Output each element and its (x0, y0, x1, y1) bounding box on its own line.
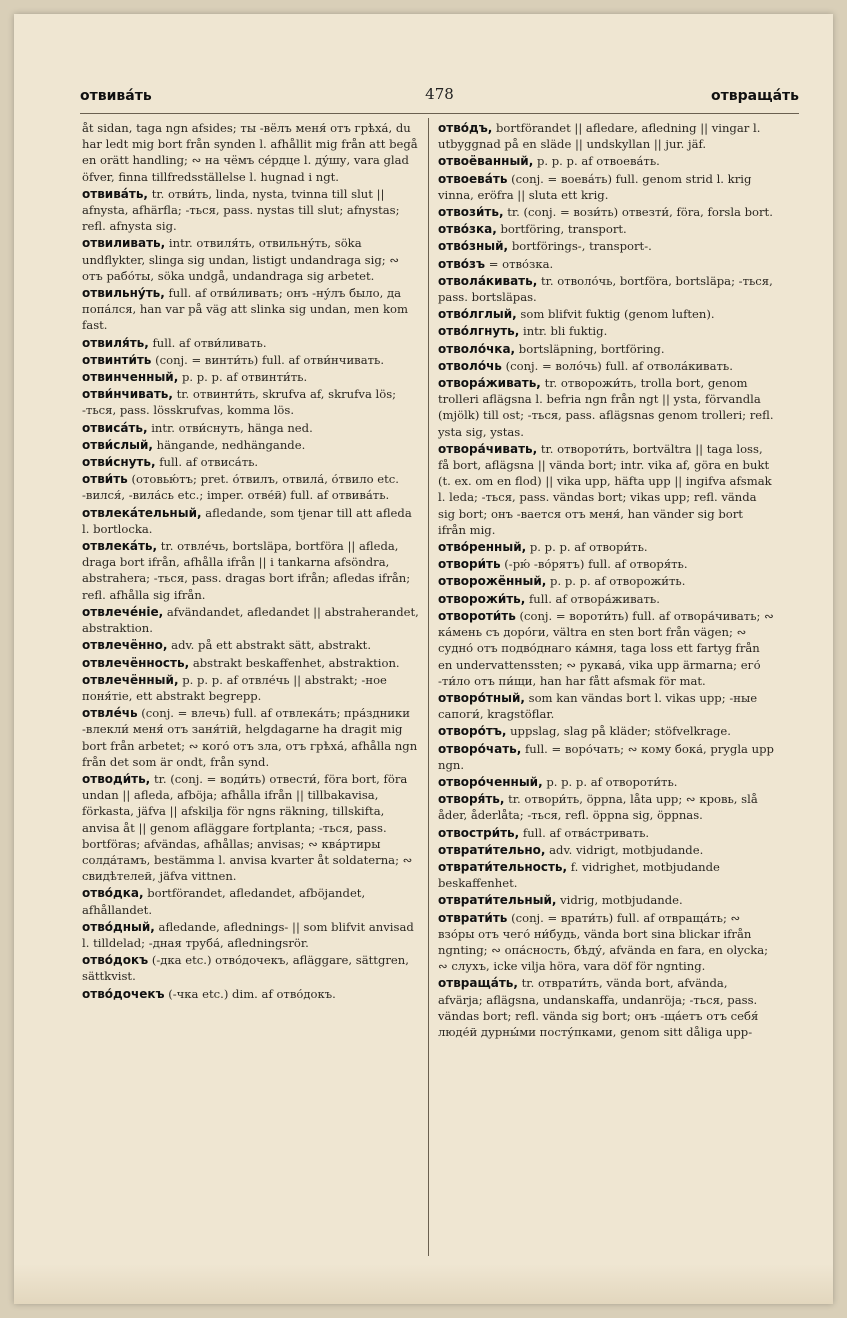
entry-definition: bortförings-, transport-. (511, 239, 652, 254)
entry-headword: отво́дъ, (438, 121, 493, 135)
entry-definition: tr. отвороти́ть, bortvältra || taga loss, få bort, aflägsna || vända bort; intr. vika af, göra en bukt (t. ex. om en flod) || vika upp, häfta upp || ingifva afsmak l. leda; -ться, pass. vändas bort; vikas upp; refl. vända sig bort; онъ -вается отъ меня́, han vänder sig bort ifrån mig. (438, 441, 772, 537)
entry-definition: full. af отвора́живать. (529, 591, 660, 606)
dictionary-entry (82, 437, 420, 453)
page-number: 478 (425, 85, 454, 103)
dictionary-entry (82, 637, 420, 653)
entry-definition: uppslag, slag på kläder; stöfvelkrage. (510, 724, 731, 739)
dictionary-entry (438, 306, 774, 322)
entry-headword: отво́лглый, (438, 307, 517, 322)
entry-definition: (conj. = врати́ть) full. af отвращáть; ∾ взо́ры отъ чего́ ни́будь, vända bort sina blickar ifrån ngnting; ∾ опа́сность, бѣду́, afvända en fara, en olycka; ∾ слухъ, icke vilja höra, vara döf för ngnting. (438, 910, 769, 974)
entry-definition: vidrig, motbjudande. (560, 893, 683, 908)
entry-definition: p. p. p. af отвоевáть. (536, 154, 660, 169)
entry-headword: отвивáть, (82, 186, 148, 201)
entry-headword: отвращáть, (438, 976, 518, 991)
entry-definition: (-рю́ -во́рятъ) full. af отворя́ть. (504, 557, 688, 572)
entry-definition: intr. bli fuktig. (523, 324, 608, 339)
entry-definition: tr. отврати́ть, vända bort, afvända, afvärja; aflägsna, undanskaffa, undanröja; -ться, pass. vändas bort; refl. vända sig bort; онъ -щáетъ отъ себя́ люде́й дурны́ми посту́пками, genom sitt dåliga upp- (438, 976, 759, 1039)
dictionary-entry (82, 672, 420, 704)
entry-definition: full. = воро́чать; ∾ кому бока́, prygla upp ngn. (438, 741, 774, 772)
dictionary-entry (82, 285, 420, 334)
dictionary-entry (82, 655, 420, 671)
entry-headword: отволо́чка, (438, 341, 516, 356)
entry-headword: отворо́тъ, (438, 724, 507, 739)
entry-definition: tr. отворожи́ть, trolla bort, genom trolleri aflägsna l. befria ngn från ngt || ysta, förvandla (mjölk) till ost; -ться, pass. aflägsnas genom trolleri; refl. ysta sig, ystas. (438, 376, 774, 439)
entry-headword: отвиля́ть, (82, 335, 149, 350)
dictionary-entry (438, 120, 774, 152)
page-header (80, 82, 799, 112)
dictionary-entry (82, 454, 420, 470)
dictionary-entry (438, 842, 774, 858)
entry-definition: (conj. = влечь) full. af отвлекáть; пра́здники -влекли́ меня́ отъ заня́тій, helgdagarne ha dragit mig bort från arbetet; ∾ кого́ отъ зла, отъ грѣха́, afhålla ngn från det som är ondt, från synd. (82, 706, 418, 769)
dictionary-entry (438, 204, 774, 220)
dictionary-entry (438, 573, 774, 589)
entry-definition: = отво́зка. (488, 256, 554, 271)
dictionary-entry (438, 892, 774, 908)
entry-definition: p. p. p. af отвороти́ть. (546, 774, 678, 789)
entry-headword: отво́зка, (438, 222, 497, 237)
dictionary-entry (82, 771, 420, 884)
dictionary-entry (82, 538, 420, 603)
entry-definition: tr. отви́ть, linda, nysta, tvinna till slut || afnysta, afhärfla; -ться, pass. nystas till slut; afnystas; refl. afnysta sig. (82, 186, 400, 234)
entry-definition: adv. vidrigt, motbjudande. (549, 842, 704, 857)
dictionary-entry (438, 341, 774, 357)
entry-headword: отви́нчивать, (82, 387, 173, 402)
entry-definition: (-чка etc.) dim. af отво́докъ. (168, 986, 336, 1001)
dictionary-entry (82, 186, 420, 235)
entry-definition: (conj. = винти́ть) full. af отви́нчивать. (155, 352, 385, 367)
dictionary-entry (438, 171, 774, 203)
dictionary-entry (438, 690, 774, 722)
entry-definition: tr. (conj. = вози́ть) отвезти́, föra, forsla bort. (507, 205, 773, 220)
dictionary-entry (438, 791, 774, 823)
entry-headword: отворожённый, (438, 574, 547, 589)
entry-definition: tr. отволо́чь, bortföra, bortsläpa; -ться, pass. bortsläpas. (438, 273, 773, 305)
entry-definition: full. af отвисáть. (159, 455, 259, 470)
dictionary-entry (438, 910, 774, 975)
entry-headword: отви́ть (82, 472, 128, 487)
dictionary-entry (438, 975, 774, 1040)
dictionary-entry (82, 604, 420, 636)
entry-headword: отвильну́ть, (82, 286, 165, 301)
entry-headword: отврати́тельность, (438, 859, 568, 874)
paper-edge-shading (14, 1264, 833, 1304)
entry-headword: отвлекáть, (82, 539, 158, 554)
entry-headword: отврати́ть (438, 910, 508, 925)
dictionary-entry (438, 221, 774, 237)
entry-definition: full. af отви́ливать; онъ -ну́лъ было, да попа́лся, han var på väg att slinka sig undan, men kom fast. (82, 286, 408, 333)
entry-headword: отволо́чь (438, 358, 502, 373)
header-rule (80, 113, 799, 114)
dictionary-entry (438, 441, 774, 538)
entry-headword: отво́зъ (438, 256, 486, 271)
dictionary-entry (438, 608, 774, 689)
entry-headword: отвлéчь (82, 706, 138, 721)
entry-headword: отво́дочекъ (82, 986, 165, 1001)
entry-headword: отвози́ть, (438, 205, 504, 220)
dictionary-entry (438, 375, 774, 440)
entry-headword: отворо́ченный, (438, 774, 543, 789)
entry-definition: tr. отвори́ть, öppna, låta upp; ∾ кровь, slå åder, åderlåta; -ться, refl. öppna sig, öppnas. (438, 792, 758, 823)
dictionary-entry (438, 153, 774, 169)
entry-headword: отво́зный, (438, 239, 509, 254)
entry-definition: afledande, aflednings- || som blifvit anvisad l. tilldelad; -дная труба́, afledningsrör. (82, 919, 414, 950)
entry-headword: отви́слый, (82, 437, 153, 452)
column-divider (428, 118, 429, 1256)
entry-headword: отвинченный, (82, 370, 179, 385)
entry-definition: tr. отвлéчь, bortsläpa, bortföra || afleda, draga bort ifrån, afhålla ifrån || i tankarna afsöndra, abstrahera; -ться, pass. dragas bort ifrån; afledas ifrån; refl. afhålla sig ifrån. (82, 539, 411, 602)
entry-definition: bortförandet || afledare, afledning || vingar l. utbyggnad på en släde || undskyllan || jur. jäf. (438, 121, 761, 152)
entry-definition: (conj. = вороти́ть) full. af отвора́чивать; ∾ ка́мень съ доро́ги, vältra en sten bort från vägen; ∾ судно́ отъ подво́днаго ка́мня, taga loss ett fartyg från en undervattenssten; ∾ рукава́, vika upp ärmarna; его́ -ти́ло отъ пи́щи, han har fått afsmak för mat. (438, 608, 774, 688)
entry-headword: отвлечённо, (82, 638, 168, 653)
left-running-head: отвивáть (80, 88, 152, 104)
dictionary-entry (82, 335, 420, 351)
right-column (438, 120, 774, 1041)
entry-headword: отво́лгнуть, (438, 324, 520, 339)
entry-definition: (-дка etc.) отво́дочекъ, afläggare, sättgren, sättkvist. (82, 953, 409, 984)
dictionary-entry (438, 358, 774, 374)
entry-headword: отвиливать, (82, 236, 166, 251)
entry-definition: tr. (conj. = води́ть) отвести́, föra bort, föra undan || afleda, afböja; afhålla ifrån || tillbakavisa, förkasta, jäfva || afskilja för ngns räkning, tillskifta, anvisa åt || genom afläggare fortplanta; -ться, pass. bortföras; afvändas, afhållas; anvisas; ∾ ква́ртиры солда́тамъ, bestämma l. anvisa kvarter åt soldaterna; ∾ свидѣтелей, jäfva vittnen. (82, 771, 413, 884)
entry-definition: (отовью́тъ; pret. о́твилъ, отвила́, о́твило etc. -вился́, -вила́сь etc.; imper. отве́й) full. af отвивáть. (82, 472, 399, 503)
entry-definition: som blifvit fuktig (genom luften). (520, 307, 715, 322)
entry-headword: отвинти́ть (82, 352, 152, 367)
dictionary-entry (438, 774, 774, 790)
entry-definition: hängande, nedhängande. (156, 437, 306, 452)
dictionary-entry (82, 505, 420, 537)
entry-definition: bortsläpning, bortföring. (518, 341, 665, 356)
dictionary-entry (82, 986, 420, 1002)
entry-headword: отворя́ть, (438, 792, 505, 807)
dictionary-entry (438, 556, 774, 572)
dictionary-entry (438, 591, 774, 607)
left-column (82, 120, 420, 1003)
entry-headword: отво́дный, (82, 919, 155, 934)
entry-headword: отвора́живать, (438, 376, 541, 391)
dictionary-entry (82, 352, 420, 368)
dictionary-entry (82, 919, 420, 951)
dictionary-entry (438, 859, 774, 891)
entry-headword: отвостри́ть, (438, 825, 520, 840)
entry-definition: (conj. = воло́чь) full. af отвола́кивать. (505, 358, 733, 373)
entry-headword: отвороти́ть (438, 608, 516, 623)
dictionary-entry (82, 386, 420, 418)
entry-headword: отвоевáть (438, 171, 508, 186)
entry-headword: отвлекáтельный, (82, 505, 202, 520)
dictionary-entry (438, 273, 774, 305)
entry-headword: отвлечéніе, (82, 604, 164, 619)
entry-headword: отворожи́ть, (438, 591, 526, 606)
dictionary-entry (438, 238, 774, 254)
entry-definition: p. p. p. af отвори́ть. (529, 540, 648, 555)
entry-headword: отви́снуть, (82, 455, 156, 470)
entry-definition: bortförandet, afledandet, afböjandet, afhållandet. (82, 886, 366, 917)
entry-definition: bortföring, transport. (500, 222, 627, 237)
entry-definition: full. af отва́стривать. (522, 825, 650, 840)
entry-definition: p. p. p. af отвинти́ть. (181, 370, 308, 385)
dictionary-entry (82, 420, 420, 436)
entry-definition: intr. отвиля́ть, отвильну́ть, söka undflykter, slinga sig undan, listigt undandraga sig; ∾ отъ рабо́ты, söka undgå, undandraga sig arbetet. (82, 236, 400, 283)
entry-headword: отвори́ть (438, 557, 501, 572)
dictionary-entry (438, 825, 774, 841)
entry-definition: intr. отви́снуть, hänga ned. (151, 420, 313, 435)
dictionary-entry (438, 741, 774, 773)
entry-definition: abstrakt beskaffenhet, abstraktion. (192, 655, 400, 670)
entry-headword: отврати́тельный, (438, 893, 557, 908)
dictionary-entry (82, 885, 420, 917)
entry-definition: full. af отви́ливать. (152, 335, 267, 350)
entry-headword: отво́ренный, (438, 540, 527, 555)
entry-headword: отврати́тельно, (438, 842, 546, 857)
entry-headword: отводи́ть, (82, 771, 151, 786)
entry-headword: отвлечённость, (82, 655, 190, 670)
entry-definition: åt sidan, taga ngn afsides; ты -вёлъ меня́ отъ грѣха́, du har ledt mig bort från synden l. afhållit mig från att begå en orätt handling; ∾ на чёмъ се́рдце l. ду́шу, vara glad öfver, finna tillfredsställelse l. hugnad i ngt. (82, 121, 418, 184)
entry-headword: отворо́чать, (438, 741, 522, 756)
entry-definition: adv. på ett abstrakt sätt, abstrakt. (171, 638, 372, 653)
entry-definition: tr. отвинти́ть, skrufva af, skrufva lös; -ться, pass. lösskrufvas, komma lös. (82, 387, 397, 418)
dictionary-entry (438, 539, 774, 555)
entry-headword: отвисáть, (82, 420, 148, 435)
entry-definition: som kan vändas bort l. vikas upp; -ные сапоги́, kragstöflar. (438, 690, 758, 722)
entry-headword: отвола́кивать, (438, 273, 538, 288)
dictionary-entry (82, 952, 420, 984)
dictionary-entry (82, 235, 420, 284)
dictionary-entry (82, 471, 420, 503)
entry-definition: afledande, som tjenar till att afleda l. bortlocka. (82, 505, 412, 536)
entry-headword: отворо́тный, (438, 690, 525, 705)
dictionary-entry (438, 256, 774, 272)
entry-definition: afvändandet, afledandet || abstraherandet, abstraktion. (82, 604, 419, 636)
dictionary-entry (438, 323, 774, 339)
dictionary-entry (82, 369, 420, 385)
entry-definition: f. vidrighet, motbjudande beskaffenhet. (438, 859, 720, 891)
entry-headword: отвора́чивать, (438, 441, 538, 456)
dictionary-entry (82, 705, 420, 770)
entry-definition: p. p. p. af отворожи́ть. (550, 574, 686, 589)
right-running-head: отвращáть (711, 88, 799, 104)
entry-definition: p. p. p. af отвлéчь || abstrakt; -ное поня́тіе, ett abstrakt begrepp. (82, 672, 387, 703)
dictionary-entry (82, 120, 420, 185)
entry-definition: (conj. = воевáть) full. genom strid l. krig vinna, eröfra || sluta ett krig. (438, 171, 752, 202)
entry-headword: отво́докъ (82, 953, 149, 968)
entry-headword: отво́дка, (82, 886, 144, 901)
entry-headword: отвлечённый, (82, 672, 179, 687)
dictionary-entry (438, 723, 774, 739)
entry-headword: отвоёванный, (438, 154, 534, 169)
